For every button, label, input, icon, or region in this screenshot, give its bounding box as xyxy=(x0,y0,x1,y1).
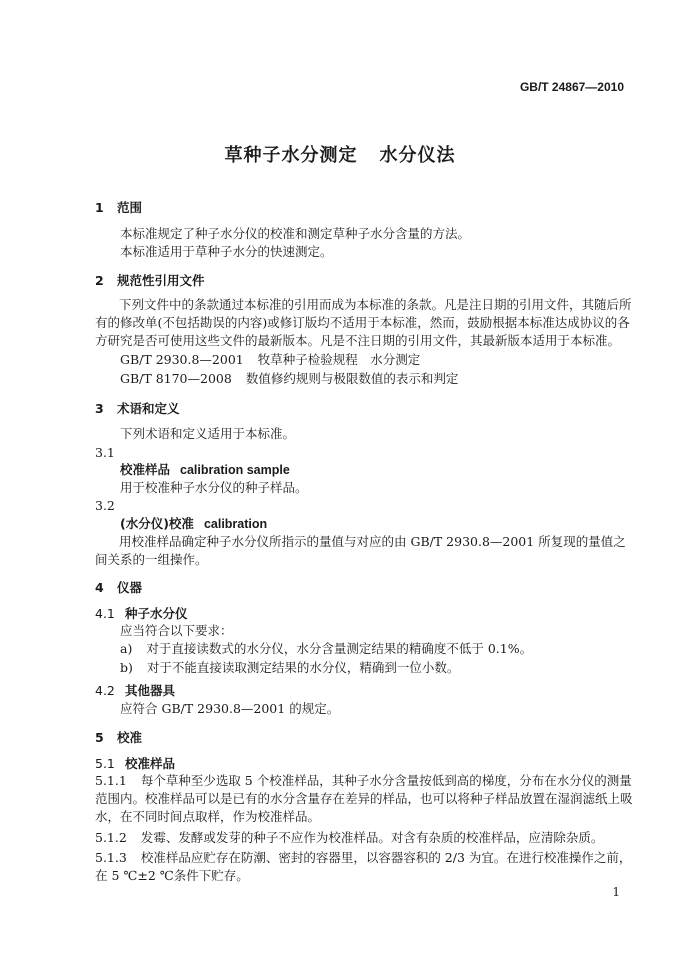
term-1-definition: 用于校准种子水分仪的种子样品。 xyxy=(120,480,308,495)
title-main: 草种子水分测定 xyxy=(224,145,358,166)
clause-5-1-3: 5.1.3 校准样品应贮存在防潮、密封的容器里，以容器容积的 2/3 为宜。在进行校准操作之前，在 5 ℃±2 ℃条件下贮存。 xyxy=(95,850,632,883)
subsection-4-2-heading: 4.2 其他器具 xyxy=(95,683,176,698)
standard-code: GB/T 24867—2010 xyxy=(519,80,624,94)
subsection-4-1-intro: 应当符合以下要求： xyxy=(120,623,233,638)
requirement-b: b) 对于不能直接读取测定结果的水分仪，精确到一位小数。 xyxy=(120,660,460,675)
section-4-heading: 4 仪器 xyxy=(95,580,143,595)
term-1: 校准样品 calibration sample xyxy=(120,462,290,477)
requirement-a: a) 对于直接读数式的水分仪，水分含量测定结果的精确度不低于 0.1%。 xyxy=(120,641,533,656)
section-2-para: 下列文件中的条款通过本标准的引用而成为本标准的条款。凡是注日期的引用文件，其随后所有的修改单(不包括勘误的内容)或修订版均不适用于本标准，然而，鼓励根据本标准达成协议的各方研究是否可使用这些文件的最新版本。凡是不注日期的引用文件，其最新版本适用于本标准。 xyxy=(95,297,632,348)
section-1-para-2: 本标准适用于草种子水分的快速测定。 xyxy=(120,244,333,259)
subsection-4-1-heading: 4.1 种子水分仪 xyxy=(95,606,188,621)
section-1-para-1: 本标准规定了种子水分仪的校准和测定草种子水分含量的方法。 xyxy=(120,226,471,241)
subsection-5-1-heading: 5.1 校准样品 xyxy=(95,756,176,771)
section-2-heading: 2 规范性引用文件 xyxy=(95,273,205,288)
title-method: 水分仪法 xyxy=(379,145,456,166)
clause-5-1-2: 5.1.2 发霉、发酵或发芽的种子不应作为校准样品。对含有杂质的校准样品，应清除杂质。 xyxy=(95,830,604,845)
page-number: 1 xyxy=(612,885,620,899)
reference-1: GB/T 2930.8—2001 牧草种子检验规程 水分测定 xyxy=(120,352,421,367)
clause-5-1-1: 5.1.1 每个草种至少选取 5 个校准样品，其种子水分含量按低到高的梯度，分布在水分仪的测量范围内。校准样品可以是已有的水分含量存在差异的样品，也可以将种子样品放置在湿润滤纸上吸水，在不同时间点取样，作为校准样品。 xyxy=(95,773,633,824)
section-3-heading: 3 术语和定义 xyxy=(95,401,180,416)
section-3-intro: 下列术语和定义适用于本标准。 xyxy=(120,426,296,441)
reference-2: GB/T 8170—2008 数值修约规则与极限数值的表示和判定 xyxy=(120,371,459,386)
document-title xyxy=(0,141,680,167)
term-2-number: 3.2 xyxy=(95,498,115,513)
term-2: (水分仪)校准 calibration xyxy=(120,516,268,531)
term-1-number: 3.1 xyxy=(95,445,115,460)
section-5-heading: 5 校准 xyxy=(95,730,143,745)
term-2-definition: 用校准样品确定种子水分仪所指示的量值与对应的由 GB/T 2930.8—2001 所复现的量值之间关系的一组操作。 xyxy=(95,534,626,567)
subsection-4-2-text: 应符合 GB/T 2930.8—2001 的规定。 xyxy=(120,701,340,716)
section-1-heading: 1 范围 xyxy=(95,200,143,215)
